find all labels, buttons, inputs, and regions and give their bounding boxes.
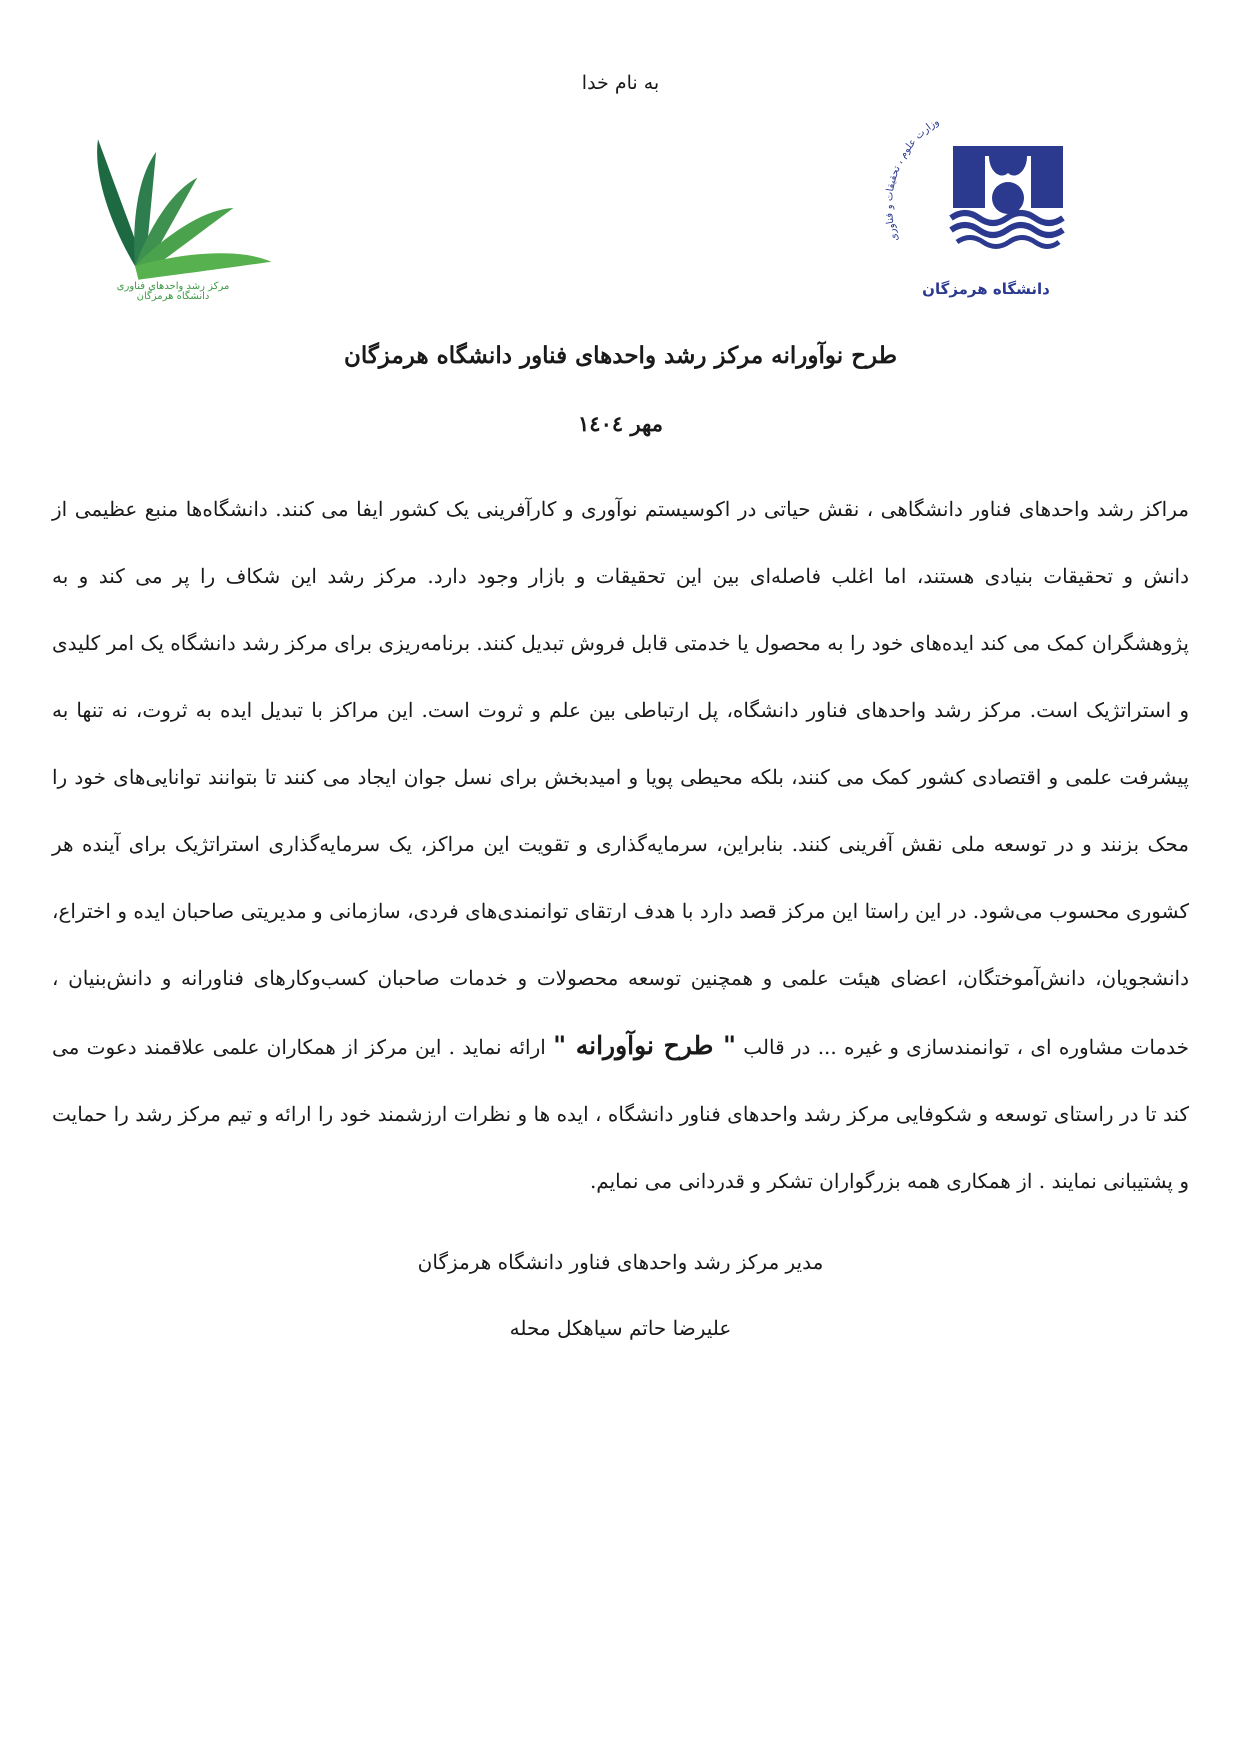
body-paragraph [52,476,1189,1215]
document-date: مهر ١٤٠٤ [578,411,663,436]
body-text-part1: مراکز رشد واحدهای فناور دانشگاهی ، نقش حیاتی در اکوسیستم نوآوری و کارآفرینی یک کشور ایفا می کنند. دانشگاه‌ها منبع عظیمی از دانش و تحقیقات بنیادی هستند، اما اغلب فاصله‌ای بین این تحقیقات و بازار وجود دارد. مرکز رشد این شکاف را پر می کند و به پژوهشگران کمک می کند ایده‌های خود را به محصول یا خدمتی قابل فروش تبدیل کنند. برنامه‌ریزی برای مرکز رشد دانشگاه یک امر کلیدی و استراتژیک است. مرکز رشد واحدهای فناور دانشگاه، پل ارتباطی بین علم و ثروت است. این مراکز با تبدیل ایده به ثروت، نه تنها به پیشرفت علمی و اقتصادی کشور کمک می کنند، بلکه محیطی پویا و امیدبخش برای نسل جوان ایجاد می کنند تا بتوانند توانایی‌های خود را محک بزنند و در توسعه ملی نقش آفرینی کنند. بنابراین، سرمایه‌گذاری و تقویت این مراکز، یک سرمایه‌گذاری استراتژیک برای آینده هر کشوری محسوب می‌شود. در این راستا این مرکز قصد دارد با هدف ارتقای توانمندی‌های فردی، سازمانی و مدیریتی صاحبان ایده و اختراع، دانشجویان، دانش‌آموختگان، اعضای هیئت علمی و همچنین توسعه محصولات و خدمات صاحبان کسب‌وکارهای فناورانه و دانش‌بنیان ، خدمات مشاوره ای ، توانمندسازی و غیره ... در قالب [52,497,1190,1059]
bismillah-text: به نام خدا [581,72,660,94]
signature-role: مدیر مرکز رشد واحدهای فناور دانشگاه هرمزگان [417,1250,824,1274]
body-text-part2: ارائه نماید . این مرکز از همکاران علمی علاقمند دعوت می کند تا در راستای توسعه و شکوفایی مرکز رشد واحدهای فناور دانشگاه ، ایده ها و نظرات ارزشمند خود را ارائه و تیم مرکز رشد را حمایت و پشتیبانی نمایند . از همکاری همه بزرگواران تشکر و قدردانی می نمایم. [52,1035,1189,1193]
incubator-logo-caption-line2: دانشگاه هرمزگان [136,291,210,302]
ministry-book-icon [881,112,1091,282]
document-title: طرح نوآورانه مرکز رشد واحدهای فناور دانشگاه هرمزگان [343,342,898,369]
ministry-arc-text: وزارت علوم ، تحقیقات و فناوری [883,116,942,243]
incubator-logo-caption-line1: مرکز رشد واحدهای فناوری [116,281,230,292]
signature-name: علیرضا حاتم سیاهکل محله [509,1316,732,1340]
university-logo-caption: دانشگاه هرمزگان [922,280,1050,298]
svg-text:وزارت علوم ، تحقیقات و فناوری [884,116,941,243]
university-ministry-logo [856,112,1116,298]
incubator-logo [68,108,278,304]
signature-block [0,1229,1241,1361]
innovative-plan-highlight: " طرح نوآورانه " [553,1031,737,1060]
leaf-fan-icon [73,108,273,280]
